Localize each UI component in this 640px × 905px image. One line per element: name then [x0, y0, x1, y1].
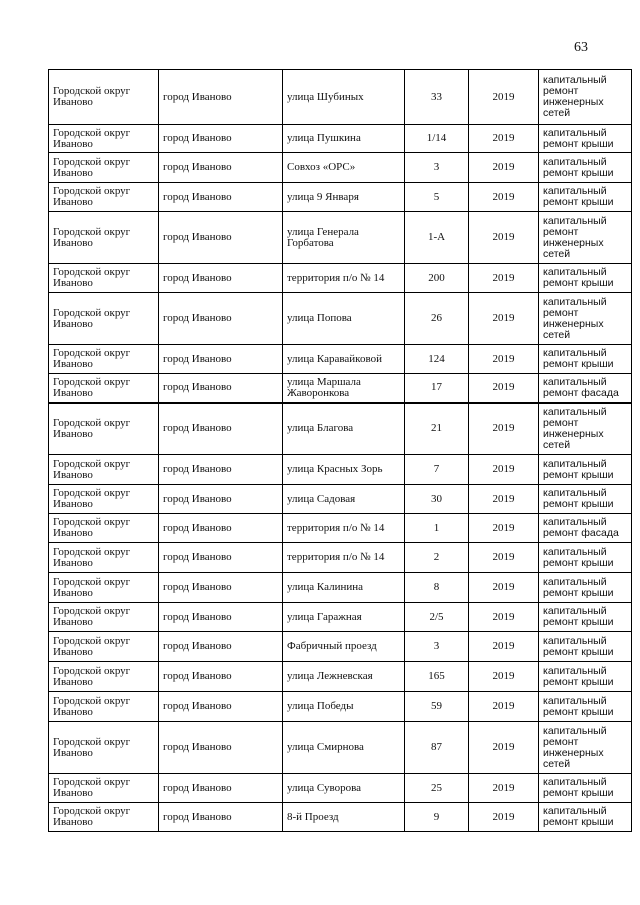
- work-type-cell: капитальный ремонт крыши: [539, 543, 632, 573]
- work-type-cell: капитальный ремонт инженерных сетей: [539, 70, 632, 125]
- table-row: [49, 212, 632, 264]
- work-type-cell: капитальный ремонт крыши: [539, 455, 632, 485]
- city-cell: город Иваново: [159, 803, 283, 832]
- work-type-cell: капитальный ремонт крыши: [539, 573, 632, 603]
- house-cell: 7: [405, 455, 469, 485]
- house-cell: 25: [405, 774, 469, 803]
- city-cell: город Иваново: [159, 70, 283, 125]
- table-row: [49, 403, 632, 455]
- work-type-cell: капитальный ремонт крыши: [539, 485, 632, 514]
- city-cell: город Иваново: [159, 485, 283, 514]
- street-cell: улица Маршала Жаворонкова: [283, 374, 405, 403]
- table-row: [49, 573, 632, 603]
- year-cell: 2019: [469, 662, 539, 692]
- year-cell: 2019: [469, 374, 539, 403]
- street-cell: улица Благова: [283, 403, 405, 455]
- district-cell: Городской округ Иваново: [49, 485, 159, 514]
- year-cell: 2019: [469, 543, 539, 573]
- street-cell: территория п/о № 14: [283, 264, 405, 293]
- year-cell: 2019: [469, 722, 539, 774]
- year-cell: 2019: [469, 403, 539, 455]
- table-row: [49, 264, 632, 293]
- district-cell: Городской округ Иваново: [49, 153, 159, 183]
- district-cell: Городской округ Иваново: [49, 573, 159, 603]
- house-cell: 124: [405, 345, 469, 374]
- house-cell: 2/5: [405, 603, 469, 632]
- table-row: [49, 345, 632, 374]
- year-cell: 2019: [469, 125, 539, 153]
- house-cell: 21: [405, 403, 469, 455]
- district-cell: Городской округ Иваново: [49, 603, 159, 632]
- city-cell: город Иваново: [159, 264, 283, 293]
- house-cell: 26: [405, 293, 469, 345]
- city-cell: город Иваново: [159, 183, 283, 212]
- district-cell: Городской округ Иваново: [49, 293, 159, 345]
- street-cell: улица Победы: [283, 692, 405, 722]
- table-row: [49, 543, 632, 573]
- street-cell: улица Гаражная: [283, 603, 405, 632]
- house-cell: 59: [405, 692, 469, 722]
- year-cell: 2019: [469, 183, 539, 212]
- district-cell: Городской округ Иваново: [49, 345, 159, 374]
- year-cell: 2019: [469, 573, 539, 603]
- page-number: 63: [574, 40, 588, 55]
- street-cell: улица Садовая: [283, 485, 405, 514]
- district-cell: Городской округ Иваново: [49, 514, 159, 543]
- year-cell: 2019: [469, 514, 539, 543]
- city-cell: город Иваново: [159, 212, 283, 264]
- work-type-cell: капитальный ремонт фасада: [539, 374, 632, 403]
- district-cell: Городской округ Иваново: [49, 70, 159, 125]
- year-cell: 2019: [469, 293, 539, 345]
- house-cell: 1/14: [405, 125, 469, 153]
- work-type-cell: капитальный ремонт крыши: [539, 774, 632, 803]
- city-cell: город Иваново: [159, 403, 283, 455]
- city-cell: город Иваново: [159, 662, 283, 692]
- table-row: [49, 374, 632, 403]
- house-cell: 5: [405, 183, 469, 212]
- city-cell: город Иваново: [159, 514, 283, 543]
- year-cell: 2019: [469, 345, 539, 374]
- city-cell: город Иваново: [159, 345, 283, 374]
- city-cell: город Иваново: [159, 543, 283, 573]
- table-row: [49, 485, 632, 514]
- work-type-cell: капитальный ремонт крыши: [539, 153, 632, 183]
- housing-repair-table: [48, 69, 632, 832]
- work-type-cell: капитальный ремонт инженерных сетей: [539, 212, 632, 264]
- street-cell: улица Каравайковой: [283, 345, 405, 374]
- year-cell: 2019: [469, 632, 539, 662]
- house-cell: 1-А: [405, 212, 469, 264]
- city-cell: город Иваново: [159, 153, 283, 183]
- district-cell: Городской округ Иваново: [49, 264, 159, 293]
- district-cell: Городской округ Иваново: [49, 662, 159, 692]
- house-cell: 200: [405, 264, 469, 293]
- street-cell: улица Красных Зорь: [283, 455, 405, 485]
- year-cell: 2019: [469, 692, 539, 722]
- table-row: [49, 803, 632, 832]
- street-cell: улица Калинина: [283, 573, 405, 603]
- work-type-cell: капитальный ремонт крыши: [539, 662, 632, 692]
- year-cell: 2019: [469, 774, 539, 803]
- city-cell: город Иваново: [159, 455, 283, 485]
- table-row: [49, 662, 632, 692]
- district-cell: Городской округ Иваново: [49, 374, 159, 403]
- district-cell: Городской округ Иваново: [49, 722, 159, 774]
- year-cell: 2019: [469, 264, 539, 293]
- street-cell: улица Генерала Горбатова: [283, 212, 405, 264]
- city-cell: город Иваново: [159, 774, 283, 803]
- city-cell: город Иваново: [159, 125, 283, 153]
- district-cell: Городской округ Иваново: [49, 543, 159, 573]
- table-row: [49, 774, 632, 803]
- street-cell: улица Попова: [283, 293, 405, 345]
- house-cell: 33: [405, 70, 469, 125]
- year-cell: 2019: [469, 70, 539, 125]
- table-row: [49, 692, 632, 722]
- house-cell: 3: [405, 632, 469, 662]
- city-cell: город Иваново: [159, 692, 283, 722]
- house-cell: 17: [405, 374, 469, 403]
- street-cell: улица Суворова: [283, 774, 405, 803]
- city-cell: город Иваново: [159, 293, 283, 345]
- work-type-cell: капитальный ремонт инженерных сетей: [539, 403, 632, 455]
- street-cell: улица Лежневская: [283, 662, 405, 692]
- year-cell: 2019: [469, 455, 539, 485]
- work-type-cell: капитальный ремонт крыши: [539, 125, 632, 153]
- work-type-cell: капитальный ремонт крыши: [539, 692, 632, 722]
- city-cell: город Иваново: [159, 603, 283, 632]
- street-cell: Фабричный проезд: [283, 632, 405, 662]
- city-cell: город Иваново: [159, 573, 283, 603]
- district-cell: Городской округ Иваново: [49, 212, 159, 264]
- year-cell: 2019: [469, 603, 539, 632]
- district-cell: Городской округ Иваново: [49, 774, 159, 803]
- street-cell: улица 9 Января: [283, 183, 405, 212]
- street-cell: 8-й Проезд: [283, 803, 405, 832]
- table-row: [49, 603, 632, 632]
- work-type-cell: капитальный ремонт фасада: [539, 514, 632, 543]
- street-cell: территория п/о № 14: [283, 514, 405, 543]
- house-cell: 1: [405, 514, 469, 543]
- street-cell: улица Шубиных: [283, 70, 405, 125]
- city-cell: город Иваново: [159, 632, 283, 662]
- table-row: [49, 722, 632, 774]
- house-cell: 3: [405, 153, 469, 183]
- work-type-cell: капитальный ремонт инженерных сетей: [539, 293, 632, 345]
- house-cell: 165: [405, 662, 469, 692]
- table-row: [49, 514, 632, 543]
- district-cell: Городской округ Иваново: [49, 183, 159, 212]
- work-type-cell: капитальный ремонт инженерных сетей: [539, 722, 632, 774]
- house-cell: 9: [405, 803, 469, 832]
- year-cell: 2019: [469, 803, 539, 832]
- year-cell: 2019: [469, 212, 539, 264]
- table-row: [49, 153, 632, 183]
- year-cell: 2019: [469, 485, 539, 514]
- house-cell: 87: [405, 722, 469, 774]
- work-type-cell: капитальный ремонт крыши: [539, 632, 632, 662]
- street-cell: территория п/о № 14: [283, 543, 405, 573]
- year-cell: 2019: [469, 153, 539, 183]
- work-type-cell: капитальный ремонт крыши: [539, 803, 632, 832]
- city-cell: город Иваново: [159, 722, 283, 774]
- street-cell: улица Пушкина: [283, 125, 405, 153]
- city-cell: город Иваново: [159, 374, 283, 403]
- district-cell: Городской округ Иваново: [49, 692, 159, 722]
- district-cell: Городской округ Иваново: [49, 455, 159, 485]
- street-cell: Совхоз «ОРС»: [283, 153, 405, 183]
- house-cell: 2: [405, 543, 469, 573]
- table-row: [49, 632, 632, 662]
- table-row: [49, 125, 632, 153]
- table-row: [49, 183, 632, 212]
- district-cell: Городской округ Иваново: [49, 125, 159, 153]
- house-cell: 30: [405, 485, 469, 514]
- work-type-cell: капитальный ремонт крыши: [539, 183, 632, 212]
- work-type-cell: капитальный ремонт крыши: [539, 603, 632, 632]
- district-cell: Городской округ Иваново: [49, 803, 159, 832]
- work-type-cell: капитальный ремонт крыши: [539, 345, 632, 374]
- district-cell: Городской округ Иваново: [49, 403, 159, 455]
- street-cell: улица Смирнова: [283, 722, 405, 774]
- house-cell: 8: [405, 573, 469, 603]
- work-type-cell: капитальный ремонт крыши: [539, 264, 632, 293]
- district-cell: Городской округ Иваново: [49, 632, 159, 662]
- table-row: [49, 70, 632, 125]
- table-row: [49, 455, 632, 485]
- table-row: [49, 293, 632, 345]
